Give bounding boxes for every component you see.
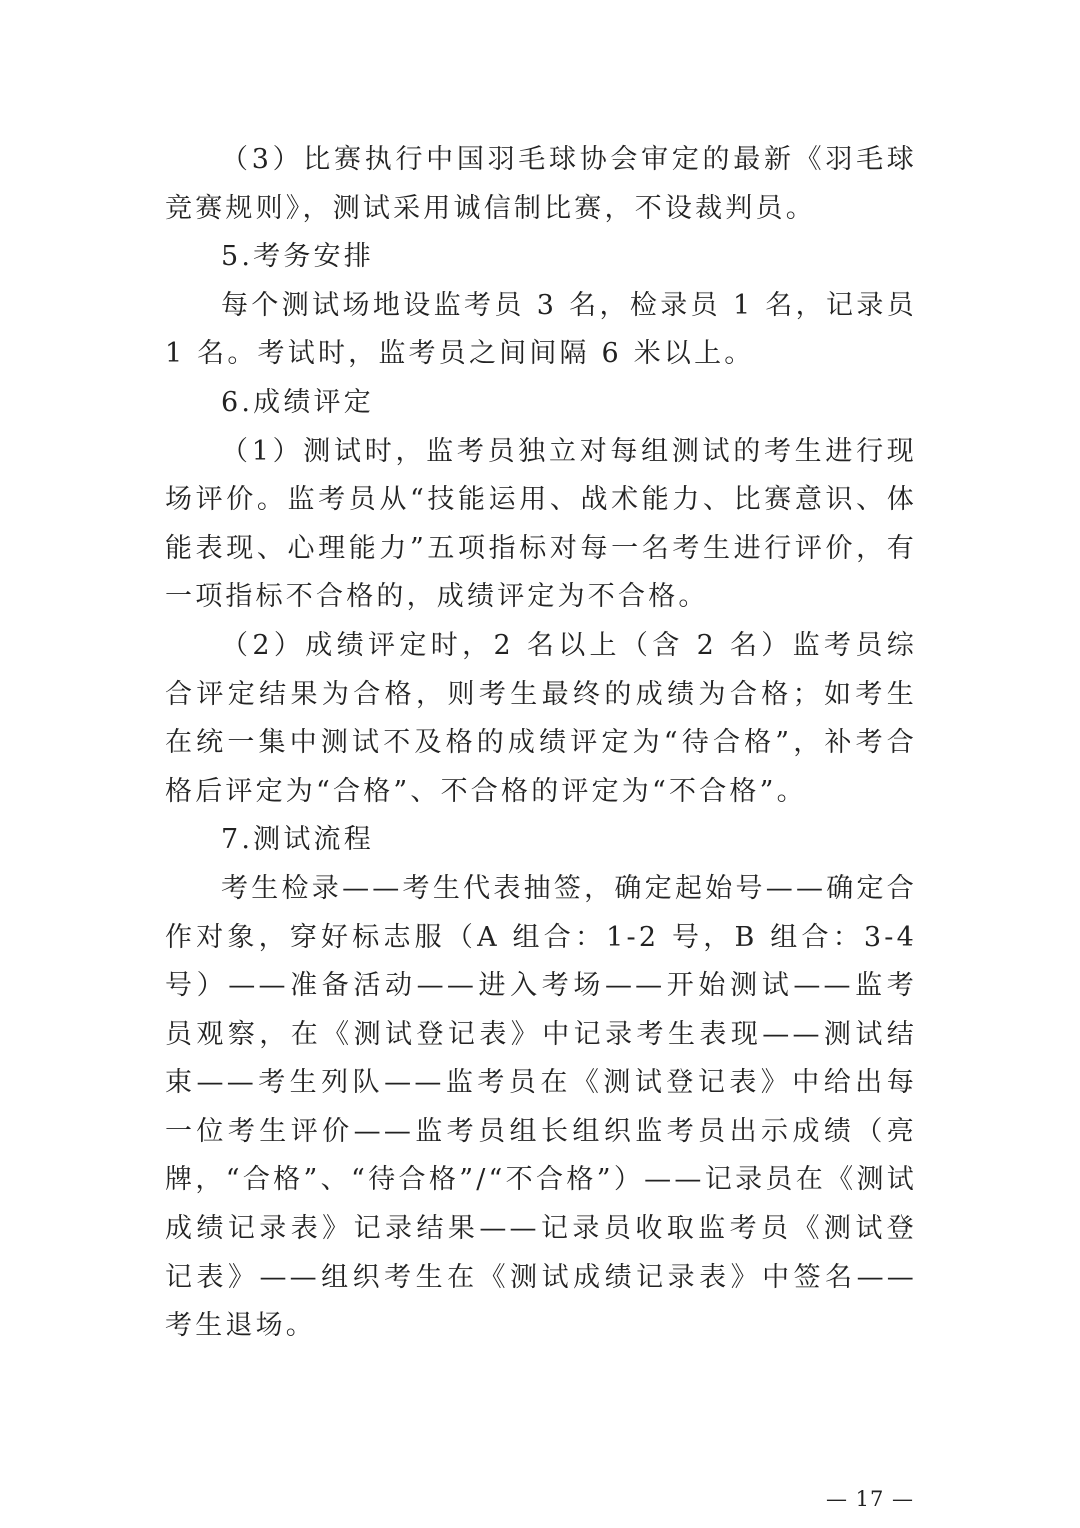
- paragraph-rule-3: （3）比赛执行中国羽毛球协会审定的最新《羽毛球竞赛规则》，测试采用诚信制比赛，不设裁判员。: [165, 144, 917, 224]
- paragraph-grading-2: （2）成绩评定时，2 名以上（含 2 名）监考员综合评定结果为合格，则考生最终的成绩为合格；如考生在统一集中测试不及格的成绩评定为“待合格”，补考合格后评定为“合格”、不合格的评定为“不合格”。: [165, 629, 917, 807]
- section-heading-exam-arrangement: 5.考务安排: [221, 241, 374, 273]
- section-heading-grading: 6.成绩评定: [221, 386, 374, 418]
- paragraph-exam-staff: 每个测试场地设监考员 3 名，检录员 1 名，记录员 1 名。考试时，监考员之间间隔 6 米以上。: [165, 289, 917, 370]
- page-number: — 17 —: [825, 1487, 915, 1511]
- paragraph-test-process: 考生检录——考生代表抽签，确定起始号——确定合作对象，穿好标志服（A 组合：1-2 号，B 组合：3-4 号）——准备活动——进入考场——开始测试——监考员观察，在《测试登记表》中记录考生表现——测试结束——考生列队——监考员在《测试登记表》中给出每一位考生评价——监考员组长组织监考员出示成绩（亮牌，“合格”、“待合格”/“不合格”）——记录员在《测试成绩记录表》记录结果——记录员收取监考员《测试登记表》——组织考生在《测试成绩记录表》中签名——考生退场。: [165, 872, 917, 1342]
- document-body: [165, 136, 917, 1351]
- paragraph-grading-1: （1）测试时，监考员独立对每组测试的考生进行现场评价。监考员从“技能运用、战术能力、比赛意识、体能表现、心理能力”五项指标对每一名考生进行评价，有一项指标不合格的，成绩评定为不合格。: [165, 435, 917, 613]
- section-heading-test-process: 7.测试流程: [221, 824, 374, 856]
